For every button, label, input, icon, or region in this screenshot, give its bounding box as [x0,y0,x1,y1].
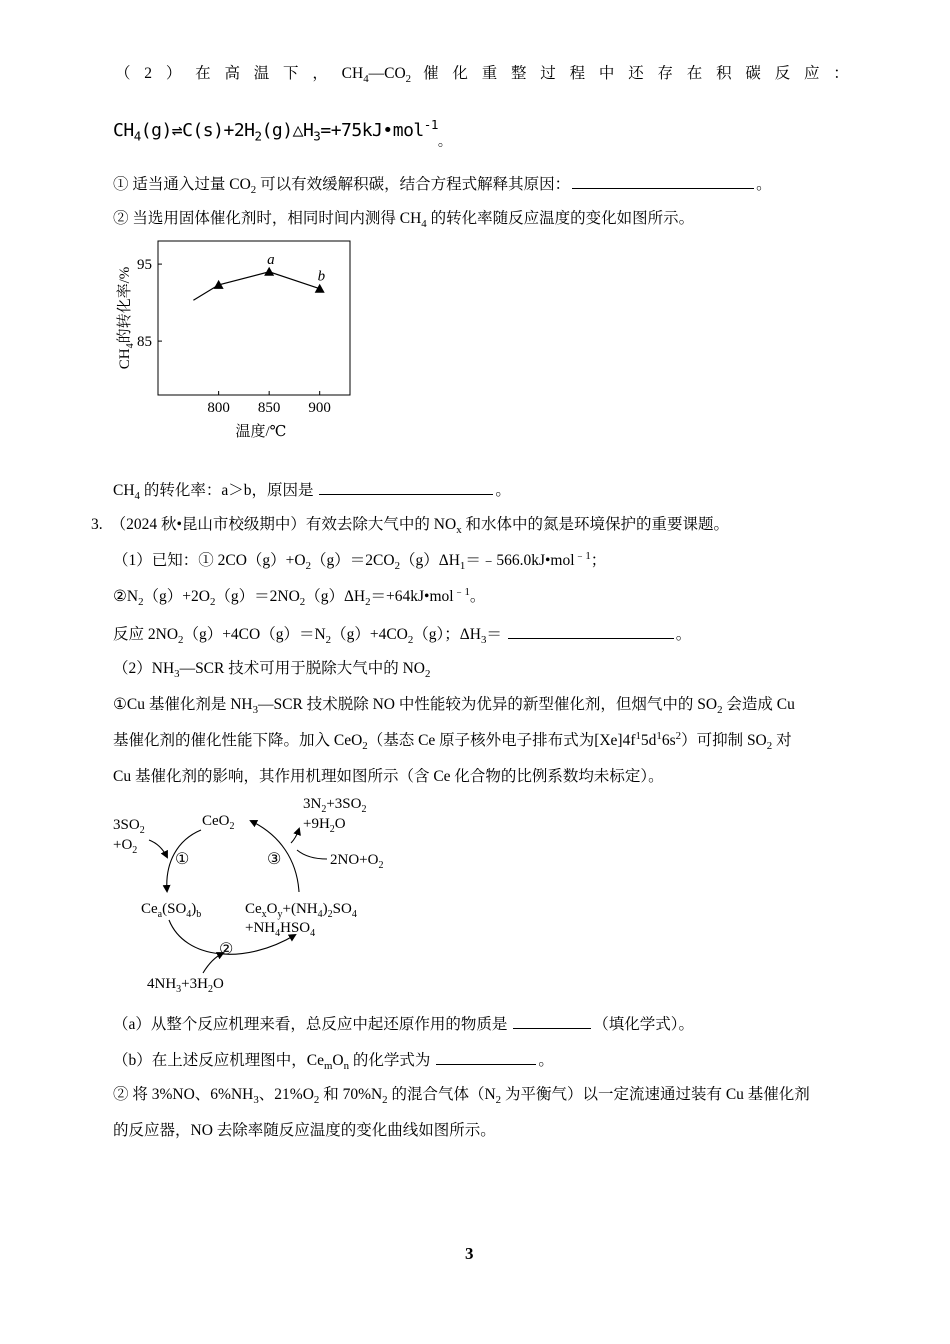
answer-blank[interactable] [436,1049,536,1065]
arrow-no-in [297,850,327,859]
conversion-chart [105,235,365,445]
x-tick-label: 850 [257,400,281,416]
q3-a: （a）从整个反应机理来看，总反应中起还原作用的物质是 （填化学式）。 [113,1013,694,1035]
answer-blank[interactable] [513,1013,591,1029]
q3-p4: $(2)NH_3—SCR$ 技术可用于脱除大气中的 $NO_2$ [113,660,431,681]
data-point-marker [264,267,274,276]
arrow-so2-in [149,840,167,857]
q3-p2: $②N_2(g)+2O_2(g)=2NO_2(g)\Delta H_2=+64kJ•mol^{﹣1}$。 [113,585,486,609]
ceo2-label: CeO$_2$ [202,813,235,832]
answer-blank[interactable] [319,479,493,495]
no-input: $2NO+O_2$ [330,852,384,871]
q3-p9: 的反应器，NO 去除率随反应温度的变化曲线如图所示。 [113,1122,496,1139]
q3-p1: （1）已知：① $2CO(g)+O_2(g)=2CO_2(g)\Delta H_1=﹣566.0kJ•mol^{﹣1}$； [113,549,607,573]
x-tick-label: 800 [207,400,230,416]
products-line2: $+9H_2O$ [303,816,346,835]
arrow-products-out [291,829,299,843]
nh4hso4-label: $+NH_4HSO_4$ [245,920,316,939]
point-label: a [267,251,275,268]
step-2: ② [219,941,234,958]
q2-equation: $CH_4(g)\rightleftharpoons C(s)+2H_2(g)\triangle H_3=+75kJ•mol^{-1}_。$ [113,117,452,150]
nh3-input: $4NH_3+3H_2O$ [147,976,224,995]
q2-item-2: ② 当选用固体催化剂时，相同时间内测得 $CH_4$ 的转化率随反应温度的变化如图所示。 [113,210,695,231]
products-line1: $3N_2+3SO_2$ [303,796,367,815]
q3-p3: 反应 $2NO_2(g)+4CO(g)=N_2(g)+4CO_2(g)$；$\Delta H_3=$ 。 [113,623,691,645]
so2-input: $3SO_2$ [113,817,145,836]
ce-sulfate: $Ce_a(SO_4)_b$ [141,901,202,920]
q3-b: （b）在上述反应机理图中，$Ce_mO_n$ 的化学式为 。 [113,1049,554,1071]
q3-p6: 基催化剂的催化性能下降。加入 CeO$_2$（基态 Ce 原子核外电子排布式为$[Xe]4f^15d^16s^2$）可抑制 $SO_2$ 对 [113,729,792,753]
mechanism-diagram [105,795,425,995]
cexoy-label: $Ce_xO_y+(NH_4)_2SO_4$ [245,901,357,920]
y-axis-label: $CH_4$的转化率/% [117,266,136,370]
answer-blank[interactable] [508,623,674,639]
point-label: b [317,268,326,285]
q3-p8: ② 将 3%NO、$6\%NH_3$、$21\%O_2$ 和 $70\%N_2$ 的混合气体（$N_2$ 为平衡气）以一定流速通过装有 Cu 基催化剂 [113,1086,810,1107]
q2-header: （2）在高温下，$CH_4—CO_2$ 催化重整过程中还存在积碳反应： [115,65,863,86]
o2-input: $+O_2$ [113,837,138,856]
x-tick-label: 900 [308,400,331,416]
q2-item-1: ① 适当通入过量 $CO_2$ 可以有效缓解积碳，结合方程式解释其原因： 。 [113,173,772,195]
y-tick-label: 95 [137,257,152,274]
step-3: ③ [267,851,282,868]
series-line [193,272,319,301]
answer-blank[interactable] [572,173,754,189]
data-point-marker [315,284,325,293]
q2-conclusion: $CH_4$ 的转化率：a＞b，原因是 。 [113,479,511,501]
q3-p7: Cu 基催化剂的影响，其作用机理如图所示（含 Ce 化合物的比例系数均未标定）。 [113,768,664,785]
q3-p5: ①Cu 基催化剂是 $NH_3—SCR$ 技术脱除 NO 中性能较为优异的新型催化剂，但烟气中的 $SO_2$ 会造成 Cu [113,696,795,717]
plot-frame [158,241,350,395]
y-tick-label: 85 [137,334,152,351]
x-axis-label: 温度/℃ [235,424,287,440]
q3-intro: 3. （2024 秋•昆山市校级期中）有效去除大气中的 $NO_x$ 和水体中的氮是环境保护的重要课题。 [91,516,730,537]
step-1: ① [175,851,190,868]
page-number: 3 [465,1244,474,1263]
